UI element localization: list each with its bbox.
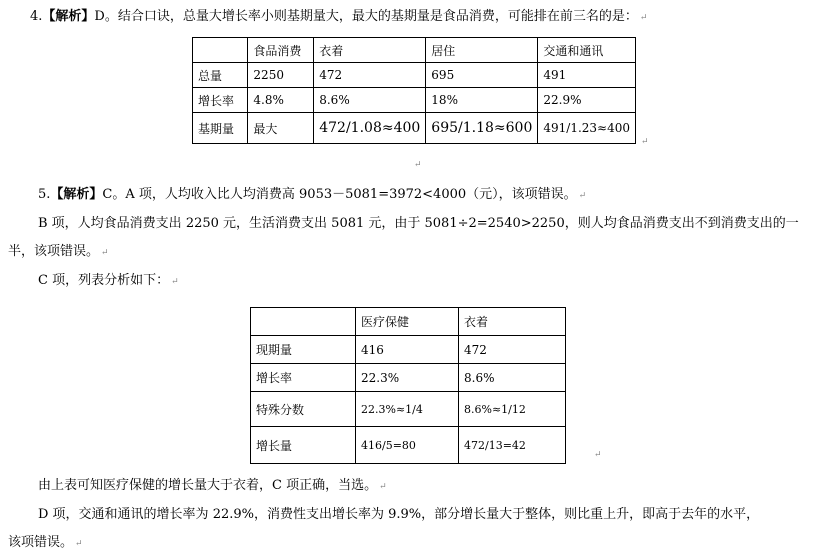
table-row xyxy=(193,63,636,88)
table-row xyxy=(193,88,636,113)
item-number: 4. xyxy=(30,9,43,24)
table-header-row xyxy=(251,308,566,336)
table-header-cell: 衣着 xyxy=(314,38,426,63)
analysis-tag: 【解析】 xyxy=(42,9,95,24)
option-b-text: 半，该项错误。 xyxy=(8,244,100,259)
explanation-4 xyxy=(30,8,647,27)
paragraph-mark: ↵ xyxy=(641,137,649,147)
paragraph-mark: ↵ xyxy=(75,539,83,549)
table-cell: 416/5=80 xyxy=(356,427,459,464)
table-row xyxy=(251,336,566,364)
table-cell: 472/13=42 xyxy=(459,427,566,464)
table-header-cell: 衣着 xyxy=(459,308,566,336)
table-cell: 4.8% xyxy=(248,88,314,113)
table-cell: 22.3% xyxy=(356,364,459,392)
table-cell xyxy=(251,308,356,336)
row-label: 基期量 xyxy=(193,113,248,144)
explanation-text: D。结合口诀，总量大增长率小则基期量大，最大的基期量是食品消费，可能排在前三名的是： xyxy=(94,9,638,24)
table-header-row xyxy=(193,38,636,63)
option-d-line-1: D 项，交通和通讯的增长率为 22.9%，消费性支出增长率为 9.9%，部分增长量大于整体，则比重上升，即高于去年的水平， xyxy=(38,507,760,522)
table-cell: 491/1.23≈400 xyxy=(538,113,636,144)
table-cell: 472 xyxy=(314,63,426,88)
row-label: 特殊分数 xyxy=(251,392,356,427)
table-cell: 最大 xyxy=(248,113,314,144)
table-row xyxy=(251,364,566,392)
option-b-line-2 xyxy=(8,243,109,262)
table-cell: 695/1.18≈600 xyxy=(426,113,538,144)
table-header-cell: 交通和通讯 xyxy=(538,38,636,63)
table-cell: 22.9% xyxy=(538,88,636,113)
row-label: 增长率 xyxy=(193,88,248,113)
row-label: 总量 xyxy=(193,63,248,88)
table-row xyxy=(193,113,636,144)
table-cell: 2250 xyxy=(248,63,314,88)
paragraph-mark: ↵ xyxy=(639,13,648,23)
table-cell: 8.6% xyxy=(459,364,566,392)
option-d-line-2 xyxy=(8,534,83,553)
table-cell: 8.6%≈1/12 xyxy=(459,392,566,427)
paragraph-mark: ↵ xyxy=(379,482,387,492)
option-d-text: 该项错误。 xyxy=(8,535,74,550)
table-header-cell: 医疗保健 xyxy=(356,308,459,336)
paragraph-mark: ↵ xyxy=(171,277,179,287)
table-cell: 18% xyxy=(426,88,538,113)
paragraph-mark: ↵ xyxy=(578,191,587,201)
table-cell: 472 xyxy=(459,336,566,364)
option-c-text: C 项，列表分析如下： xyxy=(38,273,170,288)
item-number: 5. xyxy=(38,187,51,202)
conclusion-line xyxy=(38,477,387,496)
growth-analysis-table xyxy=(250,307,566,464)
paragraph-mark: ↵ xyxy=(414,160,422,170)
table-cell: 491 xyxy=(538,63,636,88)
row-label: 现期量 xyxy=(251,336,356,364)
option-b-line-1: B 项，人均食品消费支出 2250 元，生活消费支出 5081 元，由于 5081÷2=2540>2250，则人均食品消费支出不到消费支出的一 xyxy=(38,216,799,231)
explanation-text: C。A 项，人均收入比人均消费高 9053－5081=3972<4000（元），该项错误。 xyxy=(102,187,577,202)
paragraph-mark: ↵ xyxy=(594,450,602,460)
table-cell: 472/1.08≈400 xyxy=(314,113,426,144)
table-cell: 8.6% xyxy=(314,88,426,113)
table-header-cell: 居住 xyxy=(426,38,538,63)
table-cell: 22.3%≈1/4 xyxy=(356,392,459,427)
table-row xyxy=(251,392,566,427)
conclusion-text: 由上表可知医疗保健的增长量大于衣着，C 项正确，当选。 xyxy=(38,478,378,493)
table-row xyxy=(251,427,566,464)
option-c-intro xyxy=(38,272,179,291)
table-header-cell: 食品消费 xyxy=(248,38,314,63)
paragraph-mark: ↵ xyxy=(101,248,109,258)
row-label: 增长率 xyxy=(251,364,356,392)
analysis-tag: 【解析】 xyxy=(50,187,103,202)
table-cell: 416 xyxy=(356,336,459,364)
table-cell xyxy=(193,38,248,63)
base-period-table xyxy=(192,37,636,144)
table-cell: 695 xyxy=(426,63,538,88)
explanation-5 xyxy=(38,186,586,205)
row-label: 增长量 xyxy=(251,427,356,464)
